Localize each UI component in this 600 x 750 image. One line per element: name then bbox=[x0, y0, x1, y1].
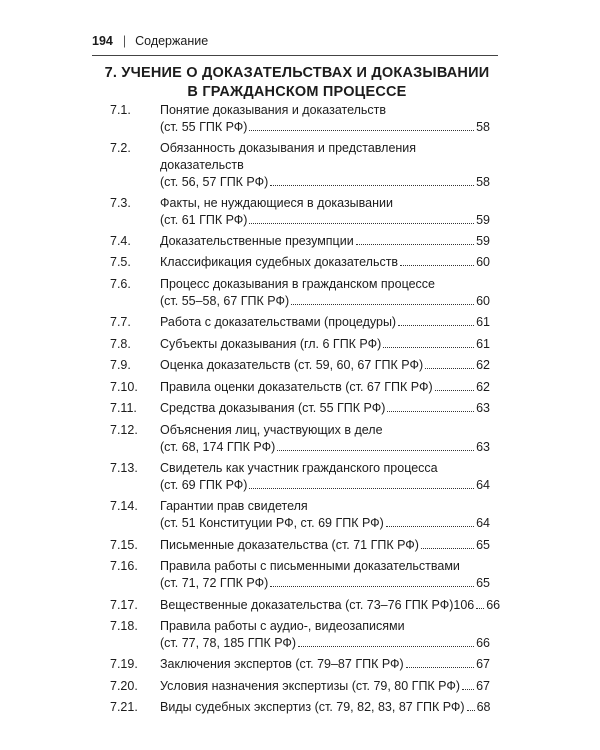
toc-entry-last-line bbox=[160, 400, 490, 417]
toc-entry-title-line: доказательств bbox=[160, 158, 244, 172]
toc-entry-page: 61 bbox=[476, 337, 490, 351]
toc-entry-last-line bbox=[160, 537, 490, 554]
dot-leader bbox=[387, 411, 474, 412]
toc-entry-number: 7.12. bbox=[110, 423, 138, 437]
toc-entry-title-line: Оценка доказательств (ст. 59, 60, 67 ГПК РФ) bbox=[160, 358, 424, 372]
toc-entry-number: 7.13. bbox=[110, 461, 138, 475]
toc-entry-title bbox=[160, 379, 490, 396]
toc-entry-title-line: Правила работы с письменными доказательствами bbox=[160, 559, 460, 573]
toc-entry-title-line: (ст. 51 Конституции РФ, ст. 69 ГПК РФ) bbox=[160, 516, 384, 530]
toc-entry-title bbox=[160, 678, 490, 695]
toc-entry-title-line: Процесс доказывания в гражданском процессе bbox=[160, 277, 435, 291]
toc-entry-page: 62 bbox=[476, 380, 490, 394]
toc-entry-title-line: Классификация судебных доказательств bbox=[160, 255, 399, 269]
toc-entry-title bbox=[160, 460, 490, 494]
dot-leader bbox=[467, 710, 475, 711]
toc-entry-title-line: Гарантии прав свидетеля bbox=[160, 499, 308, 513]
dot-leader bbox=[356, 244, 474, 245]
toc-entry-title-line: Субъекты доказывания (гл. 6 ГПК РФ) bbox=[160, 337, 382, 351]
toc-entry-page: 59 bbox=[476, 234, 490, 248]
toc-entry-title bbox=[160, 233, 490, 250]
dot-leader bbox=[462, 689, 474, 690]
toc-entry-title bbox=[160, 656, 490, 673]
toc-entry-last-line bbox=[160, 336, 490, 353]
toc-entry-title-line: Факты, не нуждающиеся в доказывании bbox=[160, 196, 393, 210]
toc-entry-title bbox=[160, 102, 490, 136]
dot-leader bbox=[270, 185, 474, 186]
toc-entry-title bbox=[160, 537, 490, 554]
dot-leader bbox=[406, 667, 474, 668]
dot-leader bbox=[249, 223, 474, 224]
toc-entry-page: 64 bbox=[476, 478, 490, 492]
toc-entry-title-line: Работа с доказательствами (процедуры) bbox=[160, 315, 397, 329]
toc-entry-title bbox=[160, 558, 490, 592]
toc-entry-page: 60 bbox=[476, 255, 490, 269]
toc-entry-number: 7.14. bbox=[110, 499, 138, 513]
dot-leader bbox=[249, 130, 474, 131]
toc-entry-title-line: Понятие доказывания и доказательств bbox=[160, 103, 387, 117]
toc-entry-title-line: (ст. 77, 78, 185 ГПК РФ) bbox=[160, 636, 297, 650]
toc-entry-title bbox=[160, 140, 490, 191]
toc-entry-title-line: Правила работы с аудио-, видеозаписями bbox=[160, 619, 405, 633]
toc-entry-title bbox=[160, 336, 490, 353]
toc-entry-title-line: Правила оценки доказательств (ст. 67 ГПК РФ) bbox=[160, 380, 433, 394]
toc-entry-page: 63 bbox=[476, 401, 490, 415]
toc-entry-title bbox=[160, 699, 490, 716]
toc-entry-last-line bbox=[160, 439, 490, 456]
dot-leader bbox=[398, 325, 474, 326]
toc-entry-title-line: Письменные доказательства (ст. 71 ГПК РФ) bbox=[160, 538, 419, 552]
toc-entry-number: 7.20. bbox=[110, 679, 138, 693]
dot-leader bbox=[291, 304, 474, 305]
toc-entry-title-line: Свидетель как участник гражданского процесса bbox=[160, 461, 438, 475]
toc-entry-number: 7.17. bbox=[110, 598, 138, 612]
toc-entry-last-line bbox=[160, 119, 490, 136]
dot-leader bbox=[386, 526, 474, 527]
toc-entry-title-line: (ст. 61 ГПК РФ) bbox=[160, 213, 248, 227]
dot-leader bbox=[400, 265, 474, 266]
toc-entry-title-line: (ст. 68, 174 ГПК РФ) bbox=[160, 440, 276, 454]
toc-entry-number: 7.7. bbox=[110, 315, 131, 329]
toc-entry-number: 7.2. bbox=[110, 141, 131, 155]
toc-entry-page: 60 bbox=[476, 294, 490, 308]
toc-entry-last-line bbox=[160, 656, 490, 673]
toc-entry-last-line bbox=[160, 575, 490, 592]
toc-entry-title bbox=[160, 276, 490, 310]
toc-entry-title-line: Средства доказывания (ст. 55 ГПК РФ) bbox=[160, 401, 386, 415]
dot-leader bbox=[425, 368, 474, 369]
toc-entry-title bbox=[160, 422, 490, 456]
toc-entry-last-line bbox=[160, 477, 490, 494]
toc-entry-page: 62 bbox=[476, 358, 490, 372]
page-number: 194 bbox=[92, 34, 113, 48]
dot-leader bbox=[249, 488, 474, 489]
toc-entry-title bbox=[160, 618, 490, 652]
toc-entry-number: 7.4. bbox=[110, 234, 131, 248]
toc-entry-title bbox=[160, 254, 490, 271]
toc-entry-page: 58 bbox=[476, 175, 490, 189]
section-title: Содержание bbox=[135, 34, 209, 48]
toc-entry-page: 66 bbox=[486, 598, 501, 612]
toc-entry-number: 7.10. bbox=[110, 380, 138, 394]
toc-entry-page: 66 bbox=[476, 636, 490, 650]
toc-entry-title bbox=[160, 400, 490, 417]
toc-entry-title-line: Доказательственные презумпции bbox=[160, 234, 354, 248]
toc-entry-last-line bbox=[160, 357, 490, 374]
dot-leader bbox=[476, 608, 484, 609]
toc-entry-title bbox=[160, 195, 490, 229]
toc-entry-last-line bbox=[160, 314, 490, 331]
toc-entry-last-line bbox=[160, 635, 490, 652]
toc-entry-number: 7.9. bbox=[110, 358, 131, 372]
toc-entry-page: 65 bbox=[476, 538, 490, 552]
toc-entry-number: 7.5. bbox=[110, 255, 131, 269]
chapter-title-line-1: 7. УЧЕНИЕ О ДОКАЗАТЕЛЬСТВАХ И ДОКАЗЫВАНИИ bbox=[104, 65, 490, 81]
toc-entry-number: 7.19. bbox=[110, 657, 138, 671]
toc-entry-page: 68 bbox=[476, 700, 491, 714]
toc-entry-last-line bbox=[160, 597, 501, 614]
toc-entry-number: 7.6. bbox=[110, 277, 131, 291]
dot-leader bbox=[383, 347, 474, 348]
dot-leader bbox=[277, 450, 474, 451]
toc-entry-number: 7.8. bbox=[110, 337, 131, 351]
toc-entry-title bbox=[160, 498, 490, 532]
chapter-title-line-2: В ГРАЖДАНСКОМ ПРОЦЕССЕ bbox=[187, 84, 407, 100]
toc-entry-page: 61 bbox=[476, 315, 490, 329]
toc-entry-number: 7.15. bbox=[110, 538, 138, 552]
toc-entry-number: 7.11. bbox=[110, 401, 137, 415]
toc-entry-title-line: (ст. 55–58, 67 ГПК РФ) bbox=[160, 294, 290, 308]
toc-entry-title-line: Заключения экспертов (ст. 79–87 ГПК РФ) bbox=[160, 657, 404, 671]
toc-entry-last-line bbox=[160, 699, 490, 716]
toc-entry-number: 7.1. bbox=[110, 103, 131, 117]
toc-entry-last-line bbox=[160, 212, 490, 229]
toc-entry-last-line bbox=[160, 379, 490, 396]
toc-entry-page: 65 bbox=[476, 576, 490, 590]
toc-entry-title bbox=[160, 597, 501, 614]
toc-entry-last-line bbox=[160, 254, 490, 271]
toc-entry-title bbox=[160, 314, 490, 331]
dot-leader bbox=[421, 548, 474, 549]
toc-entry-title-line: Виды судебных экспертиз (ст. 79, 82, 83, 87 ГПК РФ) bbox=[160, 700, 465, 714]
toc-entry-title-line: (ст. 56, 57 ГПК РФ) bbox=[160, 175, 269, 189]
toc-entry-number: 7.3. bbox=[110, 196, 131, 210]
toc-entry-title-line: (ст. 55 ГПК РФ) bbox=[160, 120, 248, 134]
toc-entry-last-line bbox=[160, 678, 490, 695]
toc-entry-last-line bbox=[160, 293, 490, 310]
toc-entry-title-line: Обязанность доказывания и представления bbox=[160, 141, 417, 155]
dot-leader bbox=[435, 390, 474, 391]
toc-entry-page: 67 bbox=[476, 657, 490, 671]
toc-entry-last-line bbox=[160, 515, 490, 532]
toc-entry-title-line: (ст. 69 ГПК РФ) bbox=[160, 478, 248, 492]
toc-entry-title-line: Объяснения лиц, участвующих в деле bbox=[160, 423, 383, 437]
toc-entry-number: 7.21. bbox=[110, 700, 138, 714]
toc-entry-title-line: (ст. 71, 72 ГПК РФ) bbox=[160, 576, 269, 590]
dot-leader bbox=[298, 646, 474, 647]
toc-entry-page: 67 bbox=[476, 679, 490, 693]
toc-entry-number: 7.18. bbox=[110, 619, 138, 633]
toc-entry-title-line: Вещественные доказательства (ст. 73–76 ГПК РФ)106 bbox=[160, 598, 475, 612]
toc-entry-page: 58 bbox=[476, 120, 490, 134]
toc-entry-title-line: Условия назначения экспертизы (ст. 79, 80 ГПК РФ) bbox=[160, 679, 461, 693]
toc-entry-last-line bbox=[160, 233, 490, 250]
header-separator: | bbox=[122, 34, 127, 48]
toc-entry-page: 64 bbox=[476, 516, 490, 530]
dot-leader bbox=[270, 586, 474, 587]
toc-entry-page: 59 bbox=[476, 213, 490, 227]
toc-entry-last-line bbox=[160, 174, 490, 191]
toc-entry-page: 63 bbox=[476, 440, 490, 454]
toc-entry-title bbox=[160, 357, 490, 374]
toc-entry-number: 7.16. bbox=[110, 559, 138, 573]
